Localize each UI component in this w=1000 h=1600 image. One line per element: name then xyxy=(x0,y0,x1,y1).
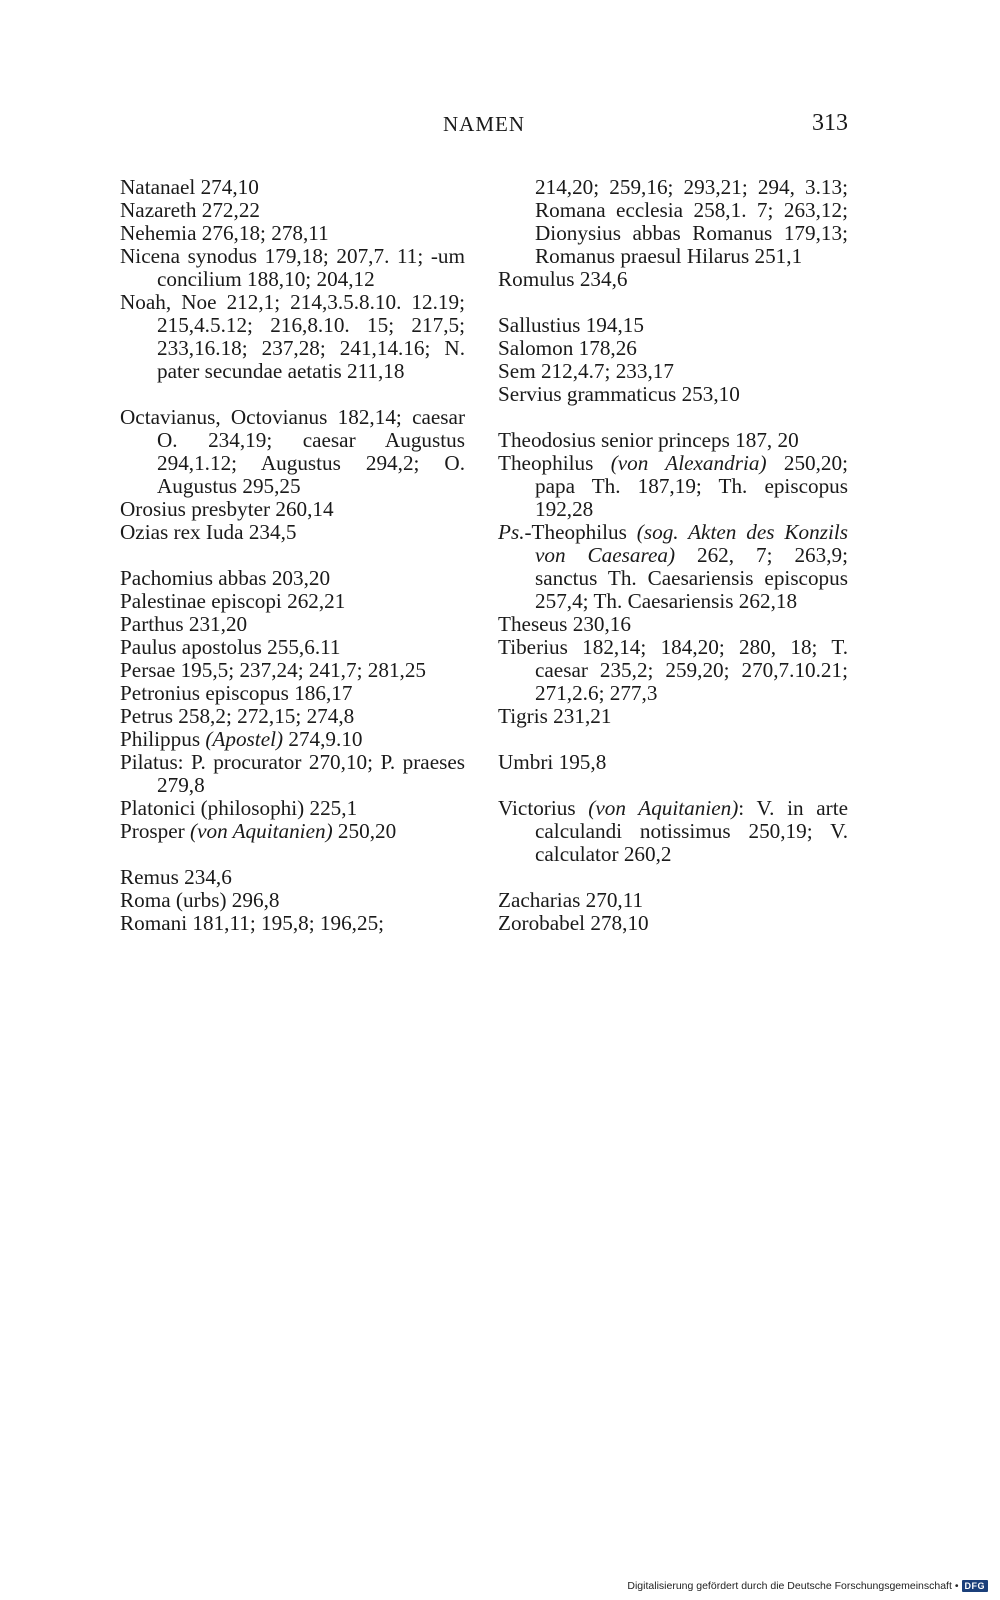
running-title: NAMEN xyxy=(443,112,525,136)
index-entry: Natanael 274,10 xyxy=(120,175,259,199)
index-column-right xyxy=(498,176,848,935)
index-entry: Paulus apostolus 255,6.11 xyxy=(120,635,341,659)
section-gap xyxy=(498,866,848,889)
index-entry: Theodosius senior princeps 187, 20 xyxy=(498,428,799,452)
index-entry-ps-theophilus: Ps.-Theophilus (sog. Akten des Konzils von Caesarea) 262, 7; 263,9; sanctus Th. Caesariensis episcopus 257,4; Th. Caesariensis 262,18 xyxy=(498,520,848,613)
page-header xyxy=(120,112,848,142)
index-entry: Nazareth 272,22 xyxy=(120,198,261,222)
section-gap xyxy=(498,728,848,751)
index-entry: Palestinae episcopi 262,21 xyxy=(120,589,346,613)
index-entry: Pachomius abbas 203,20 xyxy=(120,566,331,590)
index-entry: Nehemia 276,18; 278,11 xyxy=(120,221,329,245)
section-gap xyxy=(120,544,465,567)
index-entry-victorius: Victorius (von Aquitanien): V. in arte calculandi notissimus 250,19; V. calculator 260,2 xyxy=(498,796,848,866)
index-entry-continuation: 214,20; 259,16; 293,21; 294, 3.13; Romana ecclesia 258,1. 7; 263,12; Dionysius abbas Romanus 179,13; Romanus praesul Hilarus 251,1 xyxy=(535,175,848,268)
index-entry: Sallustius 194,15 xyxy=(498,313,644,337)
index-entry: Platonici (philosophi) 225,1 xyxy=(120,796,358,820)
index-entry: Tigris 231,21 xyxy=(498,704,612,728)
section-gap xyxy=(120,383,465,406)
index-entry: Roma (urbs) 296,8 xyxy=(120,888,280,912)
index-entry: Petronius episcopus 186,17 xyxy=(120,681,353,705)
index-entry-philippus: Philippus (Apostel) 274,9.10 xyxy=(120,727,363,751)
index-entry: Theseus 230,16 xyxy=(498,612,631,636)
index-entry: Parthus 231,20 xyxy=(120,612,248,636)
index-entry: Nicena synodus 179,18; 207,7. 11; -um concilium 188,10; 204,12 xyxy=(120,244,465,291)
index-entry: Salomon 178,26 xyxy=(498,336,637,360)
index-entry: Remus 234,6 xyxy=(120,865,232,889)
section-gap xyxy=(120,843,465,866)
index-entry-pilatus: Pilatus: P. procurator 270,10; P. praeses 279,8 xyxy=(120,750,465,797)
index-entry: Zacharias 270,11 xyxy=(498,888,644,912)
footer-text: Digitalisierung gefördert durch die Deutsche Forschungsgemeinschaft • xyxy=(627,1580,959,1592)
index-entry-theophilus: Theophilus (von Alexandria) 250,20; papa Th. 187,19; Th. episcopus 192,28 xyxy=(498,451,848,521)
index-entry: Noah, Noe 212,1; 214,3.5.8.10. 12.19; 215,4.5.12; 216,8.10. 15; 217,5; 233,16.18; 237,28; 241,14.16; N. pater secundae aetatis 211,18 xyxy=(120,290,465,383)
index-entry: Romulus 234,6 xyxy=(498,267,628,291)
index-entry: Ozias rex Iuda 234,5 xyxy=(120,520,297,544)
page-number: 313 xyxy=(812,110,848,136)
index-column-left xyxy=(120,176,465,935)
index-entry: Persae 195,5; 237,24; 241,7; 281,25 xyxy=(120,658,427,682)
index-entry: Romani 181,11; 195,8; 196,25; xyxy=(120,911,385,935)
index-entry: Sem 212,4.7; 233,17 xyxy=(498,359,674,383)
section-gap xyxy=(498,406,848,429)
index-entry: Umbri 195,8 xyxy=(498,750,607,774)
index-entry: Servius grammaticus 253,10 xyxy=(498,382,740,406)
digitization-footer xyxy=(627,1580,988,1592)
index-entry-prosper: Prosper (von Aquitanien) 250,20 xyxy=(120,819,397,843)
index-entry: Zorobabel 278,10 xyxy=(498,911,649,935)
index-entry: Petrus 258,2; 272,15; 274,8 xyxy=(120,704,355,728)
dfg-logo: DFG xyxy=(962,1580,989,1592)
index-entry: Tiberius 182,14; 184,20; 280, 18; T. caesar 235,2; 259,20; 270,7.10.21; 271,2.6; 277,3 xyxy=(498,635,848,705)
section-gap xyxy=(498,291,848,314)
section-gap xyxy=(498,774,848,797)
index-entry: Orosius presbyter 260,14 xyxy=(120,497,334,521)
index-entry: Octavianus, Octovianus 182,14; caesar O. 234,19; caesar Augustus 294,1.12; Augustus 294,2; O. Augustus 295,25 xyxy=(120,405,465,498)
